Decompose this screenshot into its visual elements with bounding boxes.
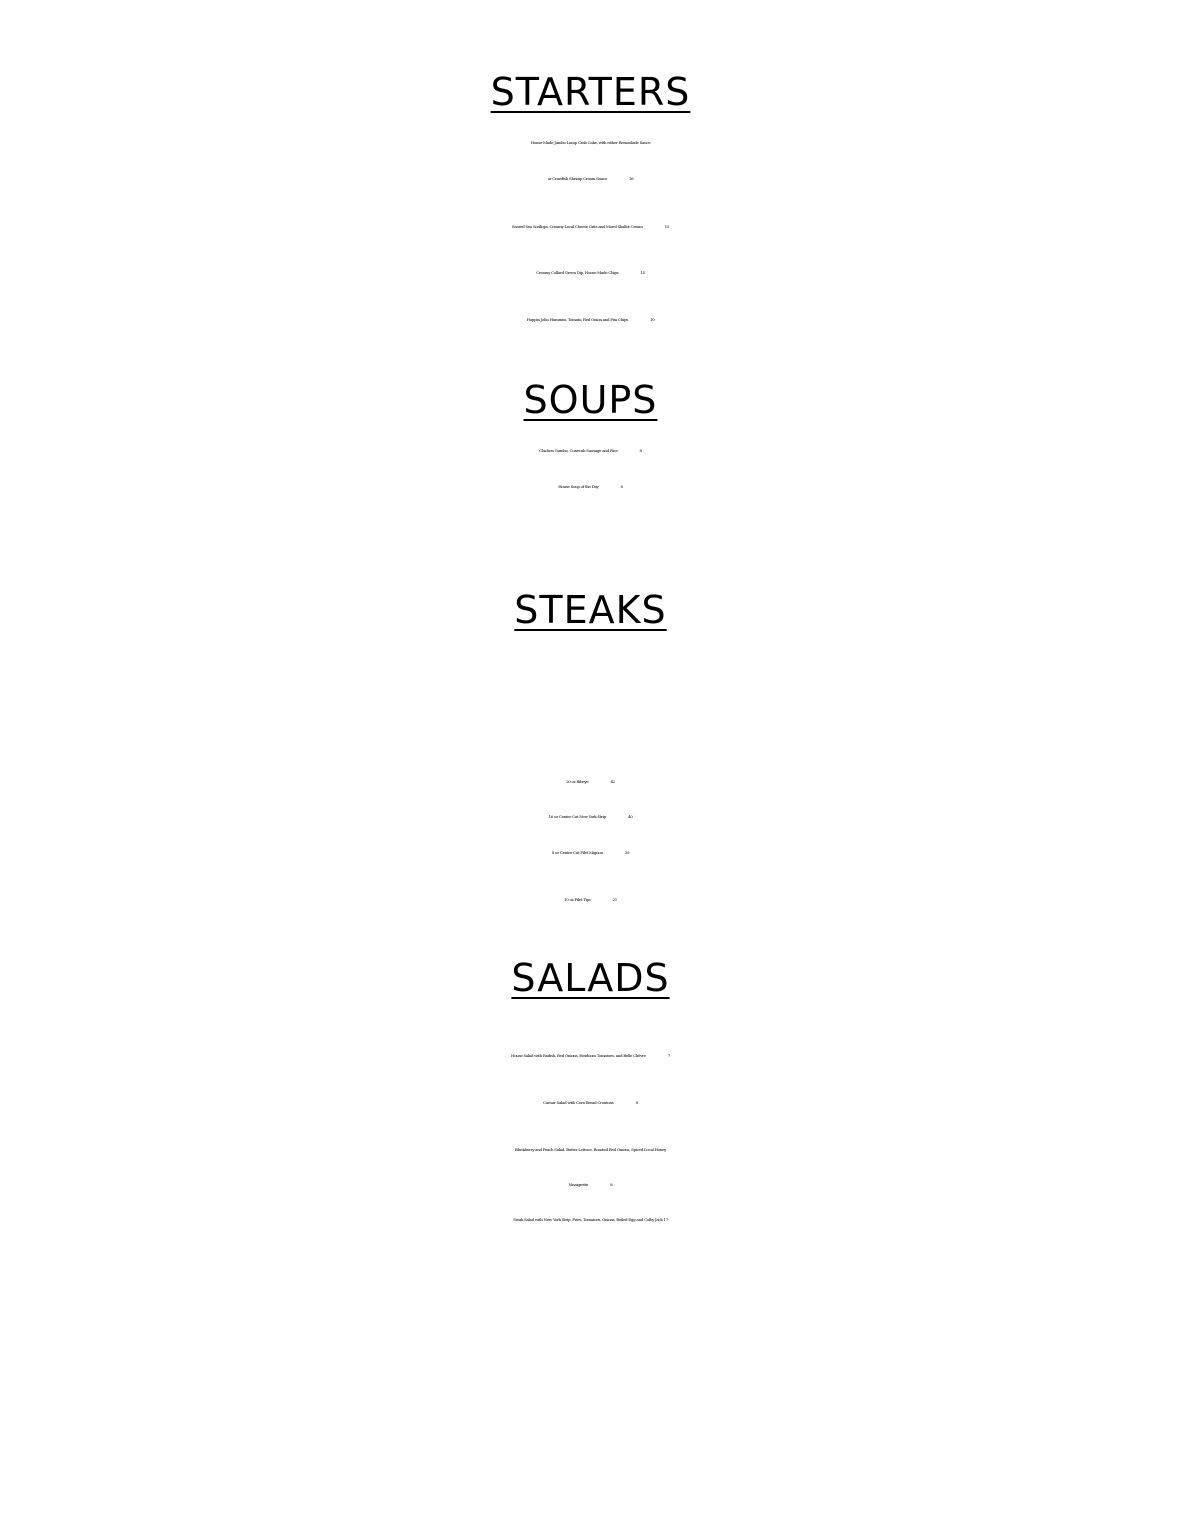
starter-collard-dip xyxy=(0,256,1181,290)
salads-note xyxy=(0,1009,1181,1038)
steak-filet-mignon xyxy=(0,836,1181,870)
soup-gumbo xyxy=(0,434,1181,468)
salad-steak: Steak Salad with New York Strip, Fries, Tomatoes, Onions, Boiled Egg and Colby Jack 17 xyxy=(513,1217,668,1222)
menu-item-name: Chicken Gumbo, Conecuh Sausage and Rice xyxy=(539,448,618,453)
menu-item-name: House Salad with Radish, Red Onions, Heirloom Tomatoes, and Belle Chévre xyxy=(511,1053,646,1058)
starter-crab-cake-line2 xyxy=(0,162,1181,196)
menu-item-name: 16 oz Center Cut New York Strip xyxy=(548,814,606,819)
menu-item-name: 10 oz Filet Tips xyxy=(564,897,591,902)
menu-item-name: Creamy Collard Green Dip, House Made Chips xyxy=(536,270,619,275)
starter-scallops xyxy=(0,210,1181,244)
menu-item-price: 40 xyxy=(628,814,633,819)
soup-of-the-day xyxy=(0,470,1181,504)
menu-item-price: 7 xyxy=(667,1053,670,1058)
soups-heading: SOUPS xyxy=(523,378,658,422)
menu-item-name: Vinaigrette xyxy=(568,1182,589,1187)
menu-item-name: 8 oz Center Cut Filet Mignon xyxy=(551,850,603,855)
menu-item-price: 8 xyxy=(610,1182,613,1187)
starter-crab-cake-line1: House-Made Jumbo Lump Crab Cake, with either Remoulade Sauce xyxy=(530,140,651,145)
starter-hummus xyxy=(0,303,1181,337)
steak-ribeye xyxy=(0,765,1181,799)
menu-item-price: 39 xyxy=(624,850,630,855)
salad-house xyxy=(0,1039,1181,1073)
menu-item-price: 15 xyxy=(640,270,645,275)
menu-item-price: 15 xyxy=(664,224,670,229)
salads-heading: SALADS xyxy=(511,956,670,1000)
menu-item-name: Caesar Salad with Corn Bread Croutons xyxy=(543,1100,614,1105)
steak-ny-strip xyxy=(0,800,1181,834)
menu-item-name: or Crawfish Shrimp Cream Sauce xyxy=(547,176,607,181)
steaks-note-line1 xyxy=(0,662,1181,691)
menu-item-name: 20 oz Ribeye xyxy=(566,779,589,784)
menu-item-price: 8 xyxy=(635,1100,638,1105)
menu-item-name: Hoppin John Hummus, Tomato, Red Onion and Pita Chips xyxy=(526,317,628,322)
salad-caesar xyxy=(0,1086,1181,1120)
menu-item-price: 42 xyxy=(610,779,615,784)
steaks-note-line2 xyxy=(0,691,1181,720)
menu-item-price: 8 xyxy=(620,484,623,489)
menu-item-price: 21 xyxy=(612,897,617,902)
steak-filet-tips xyxy=(0,883,1181,917)
salad-blackberry-peach-line2 xyxy=(0,1168,1181,1202)
salad-blackberry-peach-line1: Blackberry and Peach Salad, Butter Lettuce, Roasted Red Onions, Spiced Local Honey xyxy=(514,1147,667,1152)
starters-heading: STARTERS xyxy=(490,70,691,114)
menu-item-name: Seared Sea Scallops, Creamy Local Cheese Grits and Morel Shallot Cream xyxy=(511,224,643,229)
steaks-heading: STEAKS xyxy=(514,588,667,632)
menu-item-price: 8 xyxy=(639,448,642,453)
menu-item-name: House Soup of the Day xyxy=(558,484,599,489)
menu-item-price: 10 xyxy=(649,317,655,322)
menu-item-price: 16 xyxy=(628,176,634,181)
